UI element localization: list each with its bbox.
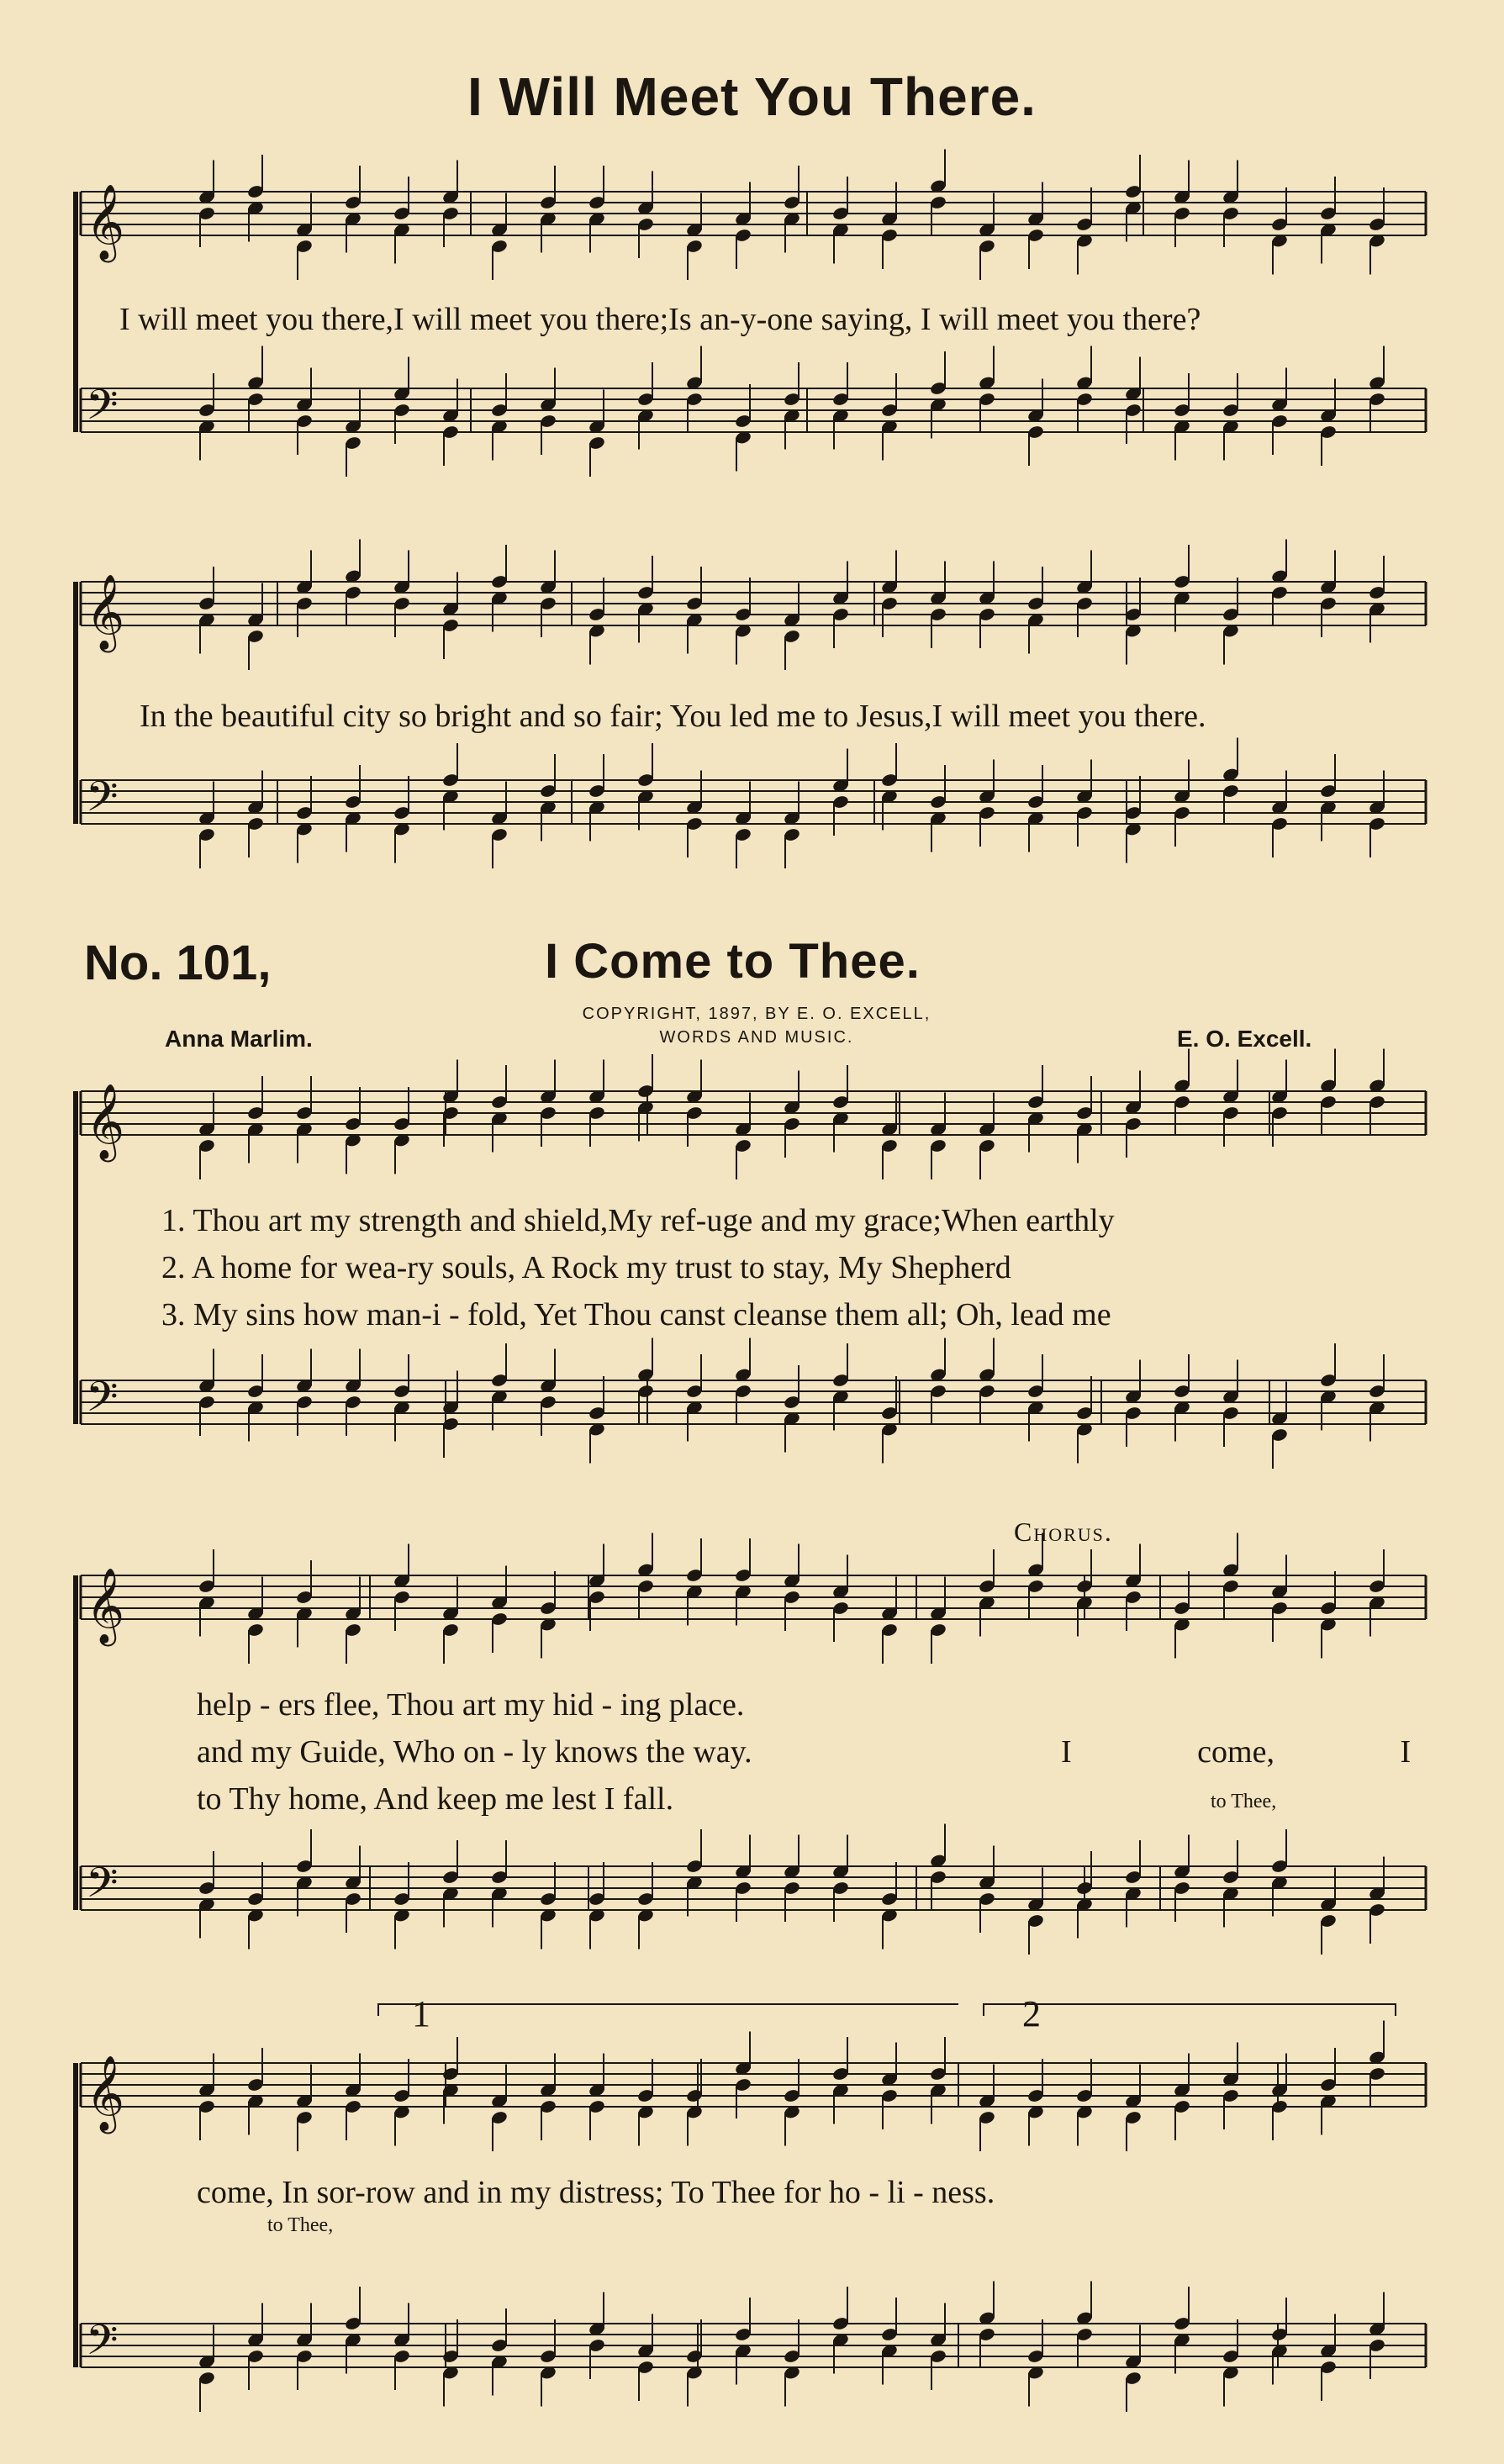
verse-1-line-b: help - ers flee, Thou art my hid - ing place. <box>197 1687 745 1723</box>
verse-2-line-b: and my Guide, Who on - ly knows the way. <box>197 1734 752 1770</box>
copyright-line-2: WORDS AND MUSIC. <box>659 1028 854 1047</box>
final-small-words: to Thee, <box>267 2214 334 2236</box>
final-lyric-line: come, In sor-row and in my distress; To Thee for ho - li - ness. <box>197 2175 995 2210</box>
copyright-notice <box>555 1002 958 1049</box>
verse-2-line-a: 2. A home for wea-ry souls, A Rock my trust to stay, My Shepherd <box>161 1250 1011 1285</box>
verse-3-line-b: to Thy home, And keep me lest I fall. <box>197 1781 674 1817</box>
clef-symbol: 𝄞 <box>86 574 125 650</box>
clef-symbol: 𝄢 <box>86 381 119 440</box>
clef-symbol: 𝄢 <box>86 773 119 831</box>
second-ending-bracket <box>984 2004 1396 2016</box>
clef-symbol: 𝄢 <box>86 2316 119 2375</box>
hymn-a-title: I Will Meet You There. <box>467 66 1037 127</box>
clef-symbol: 𝄞 <box>86 1568 125 1644</box>
first-ending-bracket <box>378 2004 958 2016</box>
clef-symbol: 𝄞 <box>86 2055 125 2131</box>
copyright-line-1: COPYRIGHT, 1897, BY E. O. EXCELL, <box>582 1005 931 1023</box>
composer-credit: E. O. Excell. <box>1177 1026 1312 1052</box>
first-ending-number: 1 <box>412 1993 430 2034</box>
clef-symbol: 𝄞 <box>86 184 125 260</box>
clef-symbol: 𝄢 <box>86 1859 119 1918</box>
chorus-words: I come, I <box>1061 1734 1412 1770</box>
hymn-number: No. 101, <box>84 936 272 990</box>
chorus-label: Chorus. <box>1014 1517 1113 1547</box>
hymn-a-lyric-line-1: I will meet you there,I will meet you there;Is an-y-one saying, I will meet you there? <box>119 302 1201 337</box>
verse-1-line-a: 1. Thou art my strength and shield,My ref-uge and my grace;When earthly <box>161 1203 1115 1238</box>
clef-symbol: 𝄢 <box>86 1373 119 1432</box>
clef-symbol: 𝄞 <box>86 1084 125 1159</box>
verse-3-line-a: 3. My sins how man-i - fold, Yet Thou canst cleanse them all; Oh, lead me <box>161 1297 1111 1332</box>
hymn-a-lyric-line-2: In the beautiful city so bright and so fair; You led me to Jesus,I will meet you there. <box>140 699 1206 734</box>
second-ending-number: 2 <box>1022 1993 1041 2034</box>
hymn-b-title: I Come to Thee. <box>545 934 921 989</box>
chorus-small-words: to Thee, <box>1211 1791 1277 1812</box>
lyricist-credit: Anna Marlim. <box>165 1026 313 1052</box>
